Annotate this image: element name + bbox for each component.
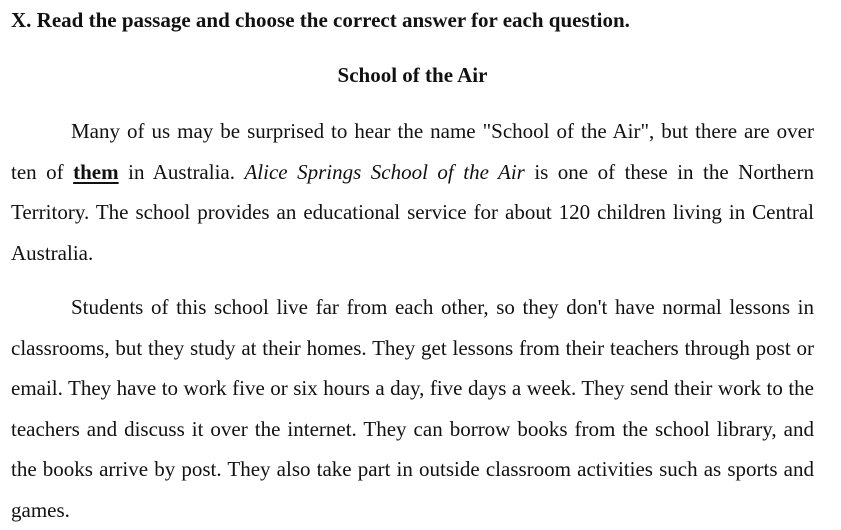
paragraph-1-text-end: is one of these in the Northern Territory. The school provides an educational service for about 120 children living in Central Australia. <box>11 159 814 265</box>
passage-title: School of the Air <box>337 63 488 87</box>
exercise-instruction: X. Read the passage and choose the correct answer for each question. <box>11 8 630 32</box>
highlighted-word: them <box>73 159 119 184</box>
passage-paragraph-1 <box>11 111 814 273</box>
school-name: Alice Springs School of the Air <box>244 159 525 184</box>
passage-paragraph-2: Students of this school live far from each other, so they don't have normal lessons in classrooms, but they study at their homes. They get lessons from their teachers through post or email. They have to work five or six hours a day, five days a week. They send their work to the teachers and discuss it over the internet. They can borrow books from the school library, and the books arrive by post. They also take part in outside classroom activities such as sports and games. <box>11 295 814 522</box>
paragraph-1-text-middle: in Australia. <box>118 159 245 184</box>
paragraph-1-text-start: Many of us may be surprised to hear the name "School of the Air", but there are over ten of <box>11 119 814 184</box>
